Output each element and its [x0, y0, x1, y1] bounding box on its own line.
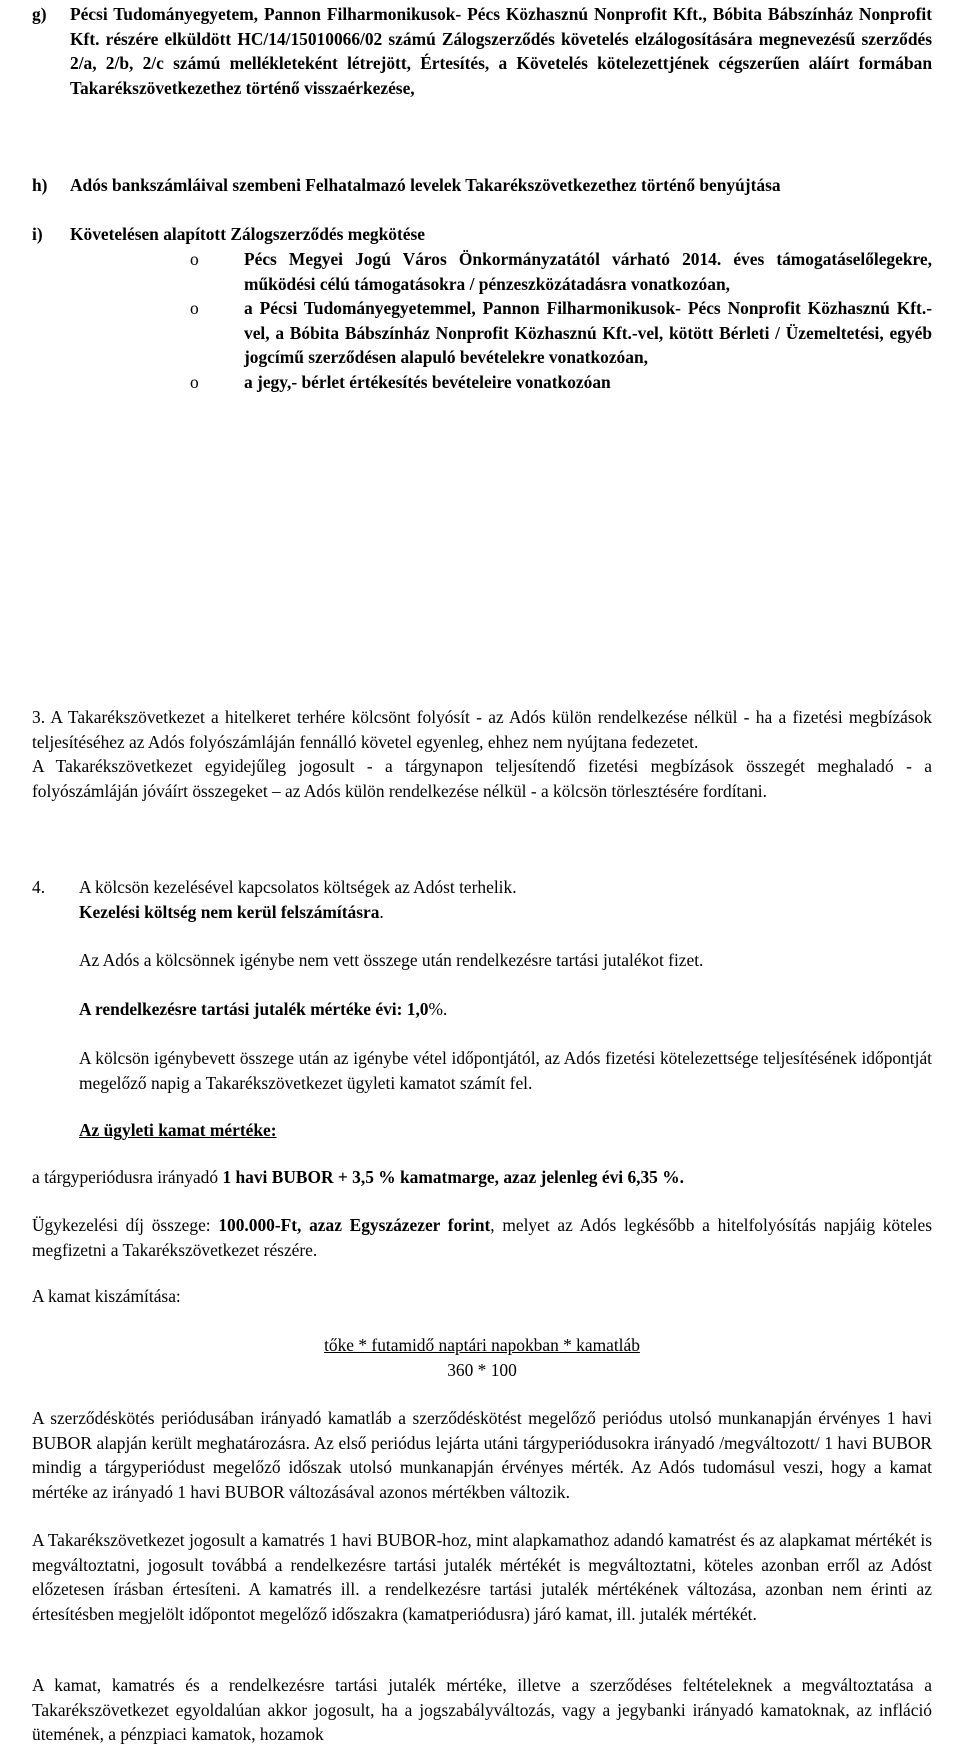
calc-label: A kamat kiszámítása:	[32, 1286, 181, 1306]
list-item-h	[32, 173, 932, 198]
list-text: Pécsi Tudományegyetem, Pannon Filharmonikusok- Pécs Közhasznú Nonprofit Kft., Bóbita Bábszínház Nonprofit Kft. részére elküldött HC/14/15010066/02 számú Zálogszerződés követelés elzálogosítására megnevezésű szerződés 2/a, 2/b, 2/c számú mellékleteként létrejött, Értesítés, a Követelés kötelezettjének cégszerűen aláírt formában Takarékszövetkezethez történő visszaérkezése,	[70, 4, 932, 98]
list-label: i)	[32, 224, 43, 244]
rate-line: a tárgyperiódusra irányadó 1 havi BUBOR + 3,5 % kamatmarge, azaz jelenleg évi 6,35 %.	[32, 1167, 684, 1187]
sub-list-item	[190, 370, 932, 395]
bullet: o	[190, 249, 199, 269]
list-text: Követelésen alapított Zálogszerződés megkötése	[70, 224, 425, 244]
section-3	[32, 705, 932, 803]
section-number: 4.	[32, 877, 46, 897]
bullet: o	[190, 298, 199, 318]
list-label: g)	[32, 4, 47, 24]
last-paragraph: A kamat, kamatrés és a rendelkezésre tartási jutalék mértéke, illetve a szerződéses feltételeknek a megváltoztatása a Takarékszövetkezet egyoldalúan akkor jogosult, ha a jogszabályváltozás, vagy a jegybanki irányadó kamatoknak, az infláció ütemének, a pénzpiaci kamatok, hozamok	[32, 1675, 932, 1744]
sub-item-text: a jegy,- bérlet értékesítés bevételeire vonatkozóan	[244, 371, 611, 392]
formula-numerator: tőke * futamidő naptári napokban * kamatláb	[324, 1335, 640, 1355]
list-label: h)	[32, 175, 48, 195]
sub-item-text: Pécs Megyei Jogú Város Önkormányzatától várható 2014. éves támogatáselőlegekre, működési célú támogatásokra / pénzeszközátadásra vonatkozóan,	[244, 249, 932, 294]
list-item-g	[32, 2, 932, 100]
section-4-head	[32, 875, 932, 924]
fee-paragraph: Az Adós a kölcsönnek igénybe nem vett összege után rendelkezésre tartási jutalékot fizet.	[79, 950, 704, 970]
section-line: A kölcsön kezelésével kapcsolatos költségek az Adóst terhelik.	[79, 877, 517, 897]
list-text: Adós bankszámláival szembeni Felhatalmazó levelek Takarékszövetkezethez történő benyújtása	[70, 175, 781, 195]
section-line-bold: Kezelési költség nem kerül felszámításra.	[79, 901, 384, 922]
paragraph: 3. A Takarékszövetkezet a hitelkeret terhére kölcsönt folyósít - az Adós külön rendelkezése nélkül - ha a fizetési megbízások teljesítéséhez az Adós folyószámláján fennálló követel egyenleg, ehhez nem nyújtana fedezetet.	[32, 707, 932, 752]
sub-list-item	[190, 247, 932, 296]
formula-denominator: 360 * 100	[447, 1359, 517, 1380]
margin-paragraph: A Takarékszövetkezet jogosult a kamatrés 1 havi BUBOR-hoz, mint alapkamathoz adandó kamatrést és az alapkamat mértékét is megváltoztatni, jogosult továbbá a rendelkezésre tartási jutalék mértékét is megváltoztatni, köteles azonban erről az Adóst előzetesen írásban értesíteni. A kamatrés ill. a rendelkezésre tartási jutalék mértékének változása, azonban nem érinti az értesítésben megjelölt időpontot megelőző időszakra (kamatperiódusra) járó kamat, ill. jutalék mértékét.	[32, 1530, 932, 1624]
bullet: o	[190, 371, 199, 392]
sub-list	[25, 247, 932, 394]
handling-fee: Ügykezelési díj összege: 100.000-Ft, azaz Egyszázezer forint, melyet az Adós legkésőbb a hitelfolyósítás napjáig köteles megfizetni a Takarékszövetkezet részére.	[32, 1215, 932, 1260]
sub-item-text: a Pécsi Tudományegyetemmel, Pannon Filharmonikusok- Pécs Nonprofit Közhasznú Kft.-vel, a Bóbita Bábszínház Nonprofit Közhasznú Kft.-vel, kötött Bérleti / Üzemeltetési, egyéb jogcímű szerződésen alapuló bevételekre vonatkozóan,	[244, 298, 932, 367]
fee-rate: A rendelkezésre tartási jutalék mértéke évi: 1,0%.	[79, 999, 448, 1019]
interest-paragraph: A kölcsön igénybevett összege után az igénybe vétel időpontjától, az Adós fizetési kötelezettsége teljesítésének időpontját megelőző napig a Takarékszövetkezet ügyleti kamatot számít fel.	[79, 1048, 932, 1093]
formula	[32, 1333, 932, 1382]
period-paragraph: A szerződéskötés periódusában irányadó kamatláb a szerződéskötést megelőző periódus utolsó munkanapján érvényes 1 havi BUBOR alapján került meghatározásra. Az első periódus lejárta utáni tárgyperiódusokra irányadó /megváltozott/ 1 havi BUBOR mindig a tárgyperiódust megelőző időszak utolsó munkanapján érvényes mérték. Az Adós tudomásul veszi, hogy a kamat mértéke az irányadó 1 havi BUBOR változásával azonos mértékben változik.	[32, 1408, 932, 1502]
paragraph: A Takarékszövetkezet egyidejűleg jogosult - a tárgynapon teljesítendő fizetési megbízások összegét meghaladó - a folyószámláján jóváírt összegeket – az Adós külön rendelkezése nélkül - a kölcsön törlesztésére fordítani.	[32, 756, 932, 801]
rate-heading: Az ügyleti kamat mértéke:	[79, 1120, 277, 1140]
sub-list-item	[190, 296, 932, 370]
list-item-i	[32, 222, 932, 247]
